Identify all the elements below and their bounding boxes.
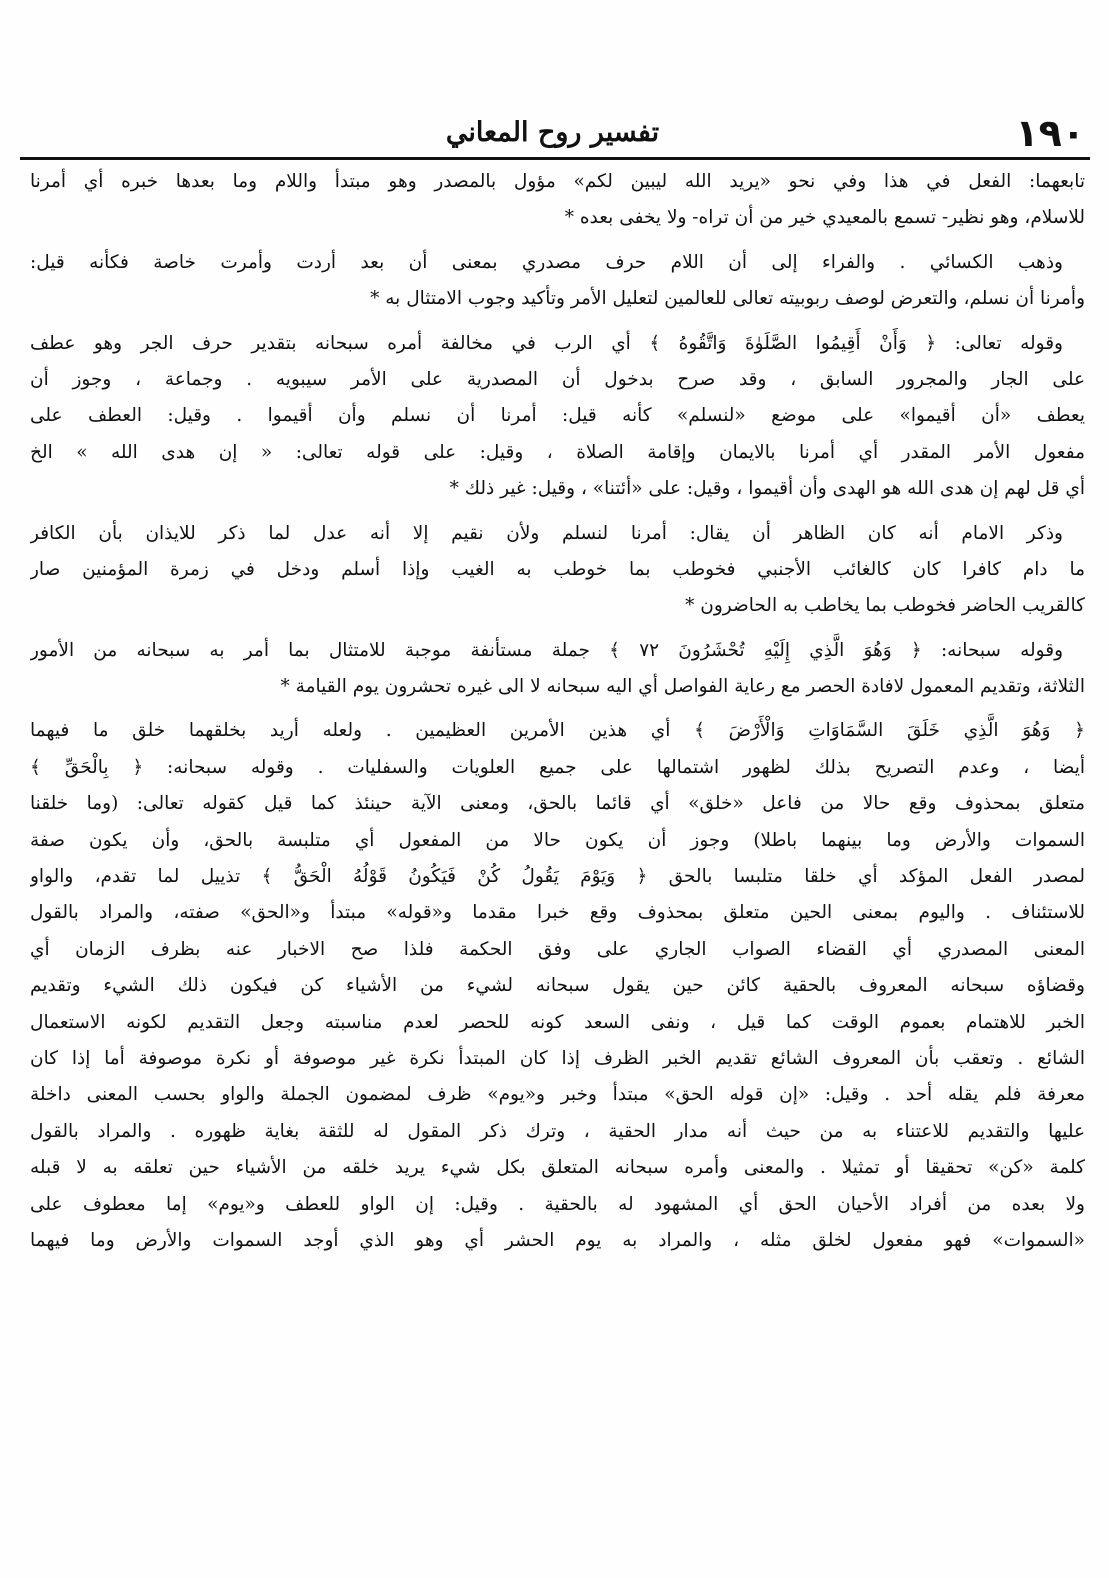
text-line: وذهب الكسائي . والفراء إلى أن اللام حرف مصدري بمعنى أن بعد أردت وأمرت خاصة فكأنه قيل:	[30, 251, 1063, 273]
paragraph	[30, 516, 1085, 625]
text-line: الخبر للاهتمام بعموم الوقت كما قيل ، ونفى السعد كونه للحصر لعدم مناسبته وجعل التقديم لكونه الاستعمال	[30, 1011, 1085, 1033]
paragraph	[30, 326, 1085, 508]
text-line: للاسلام، وهو نظير- تسمع بالمعيدي خير من أن تراه- ولا يخفى بعده *	[564, 207, 1085, 229]
text-line: لمصدر الفعل المؤكد أي خلقا متلبسا بالحق ﴿ وَيَوْمَ يَقُولُ كُنْ فَيَكُونُ قَوْلُهُ الْحَقُّ ﴾ تذييل لما تقدم، والواو	[30, 866, 1085, 888]
text-line: عليها والتقديم للاعتناء به من حيث أنه مدار الحقية ، وترك ذكر المقول له للثقة بغاية ظهوره . والمراد بالقول	[30, 1120, 1085, 1142]
text-line: كالقريب الحاضر فخوطب بما يخاطب به الحاضرون *	[685, 595, 1085, 617]
text-line: «السموات» فهو مفعول لخلق مثله ، والمراد به يوم الحشر أي وهو الذي أوجد السموات والأرض وما فيهما	[30, 1229, 1085, 1251]
text-line: ﴿ وَهُوَ الَّذِي خَلَقَ السَّمَاوَاتِ وَالْأَرْضَ ﴾ أي هذين الأمرين العظيمين . ولعله أريد بخلقهما خلق ما فيهما	[30, 720, 1085, 742]
paragraph	[30, 713, 1085, 1259]
paragraph	[30, 245, 1085, 318]
text-line: معرفة فلم يقله أحد . وقيل: «إن قوله الحق» مبتدأ وخبر و«يوم» ظرف لمضمون الجملة والواو بحسب المعنى داخلة	[30, 1084, 1085, 1106]
paragraph	[30, 633, 1085, 706]
page-header	[20, 108, 1085, 158]
running-title: تفسير روح المعاني	[445, 117, 660, 148]
text-line: أي قل لهم إن هدى الله هو الهدى وأن أقيموا ، وقيل: على «أئتنا» ، وقيل: غير ذلك *	[449, 478, 1085, 500]
text-line: وأمرنا أن نسلم، والتعرض لوصف ربوبيته تعالى للعالمين لتعليل الأمر وتأكيد وجوب الامتثال به *	[370, 288, 1085, 310]
text-line: وذكر الامام أنه كان الظاهر أن يقال: أمرنا لنسلم ولأن نقيم إلا أنه عدل لما ذكر للايذان بأن الكافر	[30, 522, 1063, 544]
text-line: ولا بعده من أفراد الأحيان الحق أي المشهود له بالحقية . وقيل: إن الواو للعطف و«يوم» إما معطوف على	[30, 1193, 1085, 1215]
paragraph	[30, 164, 1085, 237]
text-line: مفعول الأمر المقدر أي أمرنا بالايمان وإقامة الصلاة ، وقيل: على قوله تعالى: « إن هدى الله » الخ	[30, 441, 1085, 463]
text-line: ما دام كافرا كان كالغائب الأجنبي فخوطب بما خوطب به الغيب وإذا أسلم ودخل في زمرة المؤمنين صار	[30, 558, 1085, 580]
header-rule	[20, 157, 1090, 160]
text-line: السموات والأرض وما بينهما باطلا) وجوز أن يكون حالا من المفعول أي متلبسة بالحق، وأن يكون صفة	[30, 829, 1085, 851]
text-line: يعطف «أن أقيموا» على موضع «لنسلم» كأنه قيل: أمرنا أن نسلم وأن أقيموا . وقيل: العطف على	[30, 405, 1085, 427]
text-line: متعلق بمحذوف وقع حالا من فاعل «خلق» أي قائما بالحق، ومعنى الآية حينئذ كما قيل كقوله تعالى: (وما خلقنا	[30, 793, 1085, 815]
text-line: المعنى المصدري أي القضاء الصواب الجاري على وفق الحكمة فلذا صح الاخبار عنه بظرف الزمان أي	[30, 938, 1085, 960]
text-line: وقوله تعالى: ﴿ وَأَنْ أَقِيمُوا الصَّلَوٰةَ وَاتَّقُوهُ ﴾ أي الرب في مخالفة أمره سبحانه بتقدير حرف الجر وهو عطف	[30, 332, 1063, 354]
text-line: الشائع . وتعقب بأن المعروف الشائع تقديم الخبر الظرف إذا كان المبتدأ نكرة غير موصوفة أو نكرة موصوفة أما إذا كان	[30, 1047, 1085, 1069]
text-line: على الجار والمجرور السابق ، وقد صرح بدخول أن المصدرية على الأمر سيبويه . وجماعة ، وجوز أن	[30, 368, 1085, 390]
page-number: ١٩٠	[1015, 111, 1085, 155]
text-line: للاستئناف . واليوم بمعنى الحين متعلق بمحذوف وقع خبرا مقدما و«قوله» مبتدأ و«الحق» صفته، والمراد بالقول	[30, 902, 1085, 924]
text-line: تابعهما: الفعل في هذا وفي نحو «يريد الله ليبين لكم» مؤول بالمصدر وهو مبتدأ واللام وما بعدها خبره أي أمرنا	[30, 171, 1085, 192]
body-text	[30, 164, 1085, 1267]
text-line: وقضاؤه سبحانه المعروف بالحقية كائن حين يقول سبحانه لشيء من الأشياء كن فيكون ذلك الشيء وتقديم	[30, 975, 1085, 997]
text-line: الثلاثة، وتقديم المعمول لافادة الحصر مع رعاية الفواصل أي اليه سبحانه لا الى غيره تحشرون يوم القيامة *	[280, 676, 1085, 698]
text-line: كلمة «كن» تحقيقا أو تمثيلا . والمعنى وأمره سبحانه المتعلق بكل شيء يريد خلقه من الأشياء حين تعلقه به لا قبله	[30, 1157, 1085, 1179]
text-line: وقوله سبحانه: ﴿ وَهُوَ الَّذِي إِلَيْهِ تُحْشَرُونَ ٧٢ ﴾ جملة مستأنفة موجبة للامتثال بما أمر به سبحانه من الأمور	[30, 639, 1064, 661]
text-line: أيضا ، وعدم التصريح بذلك لظهور اشتمالها على جميع العلويات والسفليات . وقوله سبحانه: ﴿ بِالْحَقِّ ﴾	[30, 756, 1085, 778]
